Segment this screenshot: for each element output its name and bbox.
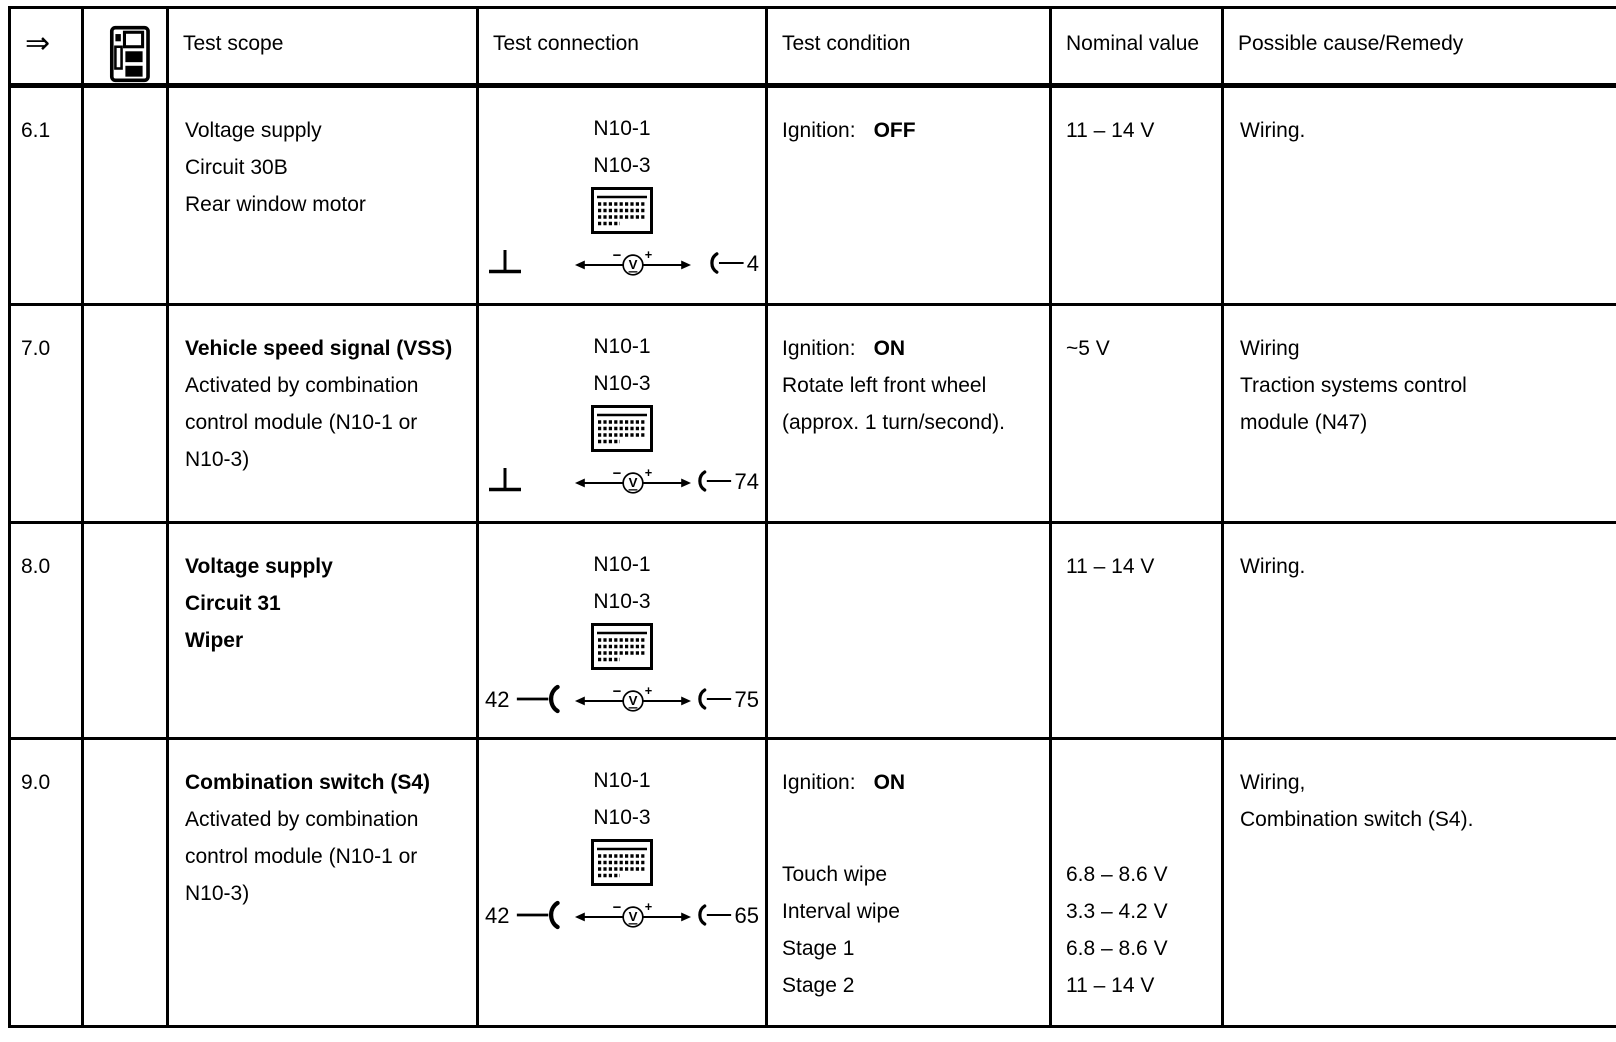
socket-pin-number: 65 — [734, 902, 759, 928]
pin-connector-icon — [591, 405, 653, 452]
socket-pin-number: 75 — [734, 686, 759, 712]
svg-text:+: + — [644, 247, 653, 263]
svg-text:V: V — [628, 692, 638, 708]
test-connection-cell — [479, 740, 768, 1025]
test-connection-cell — [479, 306, 768, 524]
voltmeter-icon — [574, 892, 692, 938]
step-number: 6.1 — [11, 88, 84, 306]
header-test-condition: Test condition — [768, 9, 1052, 88]
terminal-number: 42 — [485, 902, 510, 928]
svg-text:+: + — [644, 465, 653, 481]
socket-contact-icon — [515, 683, 565, 715]
header-possible-cause: Possible cause/Remedy — [1224, 9, 1616, 88]
svg-text:−: − — [612, 684, 622, 701]
tester-cell-empty — [84, 306, 169, 524]
step-number: 7.0 — [11, 306, 84, 524]
test-connection-cell — [479, 524, 768, 740]
socket-contact-icon — [695, 897, 759, 934]
tester-cell-empty — [84, 524, 169, 740]
handheld-tester-icon — [105, 25, 153, 83]
svg-text:−: − — [612, 900, 622, 917]
header-step-column — [11, 9, 84, 88]
ground-icon — [485, 247, 571, 279]
voltmeter-icon — [574, 676, 692, 722]
socket-pin-number: 4 — [746, 250, 759, 276]
voltmeter-icon — [574, 458, 692, 504]
step-number: 8.0 — [11, 524, 84, 740]
header-test-connection: Test connection — [479, 9, 768, 88]
socket-contact-icon — [695, 681, 759, 718]
svg-text:V: V — [628, 256, 638, 272]
terminal-42-socket — [485, 897, 571, 934]
test-scope-cell: Combination switch (S4) Activated by combination control module (N10-1 or N10-3) — [169, 740, 479, 1025]
socket-contact-icon — [695, 245, 759, 282]
pin-connector-icon — [591, 839, 653, 886]
remedy-cell: Wiring. — [1224, 88, 1616, 306]
remedy-cell: Wiring Traction systems control module (N47) — [1224, 306, 1616, 524]
header-tester-column — [84, 9, 169, 88]
svg-text:−: − — [612, 466, 622, 483]
test-condition-cell — [768, 524, 1052, 740]
control-module-label: N10-3 — [593, 154, 651, 177]
control-module-label: N10-1 — [593, 553, 651, 576]
test-scope-cell: Vehicle speed signal (VSS) Activated by combination control module (N10-1 or N10-3) — [169, 306, 479, 524]
test-condition-cell: Ignition: ON Touch wipe Interval wipe Stage 1 Stage 2 — [768, 740, 1052, 1025]
socket-contact-icon — [515, 899, 565, 931]
control-module-label: N10-3 — [593, 372, 651, 395]
pin-connector-icon — [591, 187, 653, 234]
diagnostic-test-table — [8, 6, 1616, 1028]
terminal-42-socket — [485, 681, 571, 718]
pin-connector-icon — [591, 623, 653, 670]
svg-text:−: − — [612, 248, 622, 265]
terminal-number: 42 — [485, 686, 510, 712]
control-module-label: N10-1 — [593, 769, 651, 792]
remedy-cell: Wiring, Combination switch (S4). — [1240, 771, 1474, 831]
double-arrow-icon: ⇒ — [25, 27, 51, 60]
control-module-label: N10-3 — [593, 806, 651, 829]
control-module-label: N10-1 — [593, 117, 651, 140]
ground-icon — [485, 465, 571, 497]
nominal-value-cell: ~5 V — [1052, 306, 1224, 524]
control-module-label: N10-1 — [593, 335, 651, 358]
tester-cell-empty — [84, 88, 169, 306]
nominal-value-cell: 11 – 14 V — [1052, 524, 1224, 740]
control-module-label: N10-3 — [593, 590, 651, 613]
tester-cell-empty — [84, 740, 169, 1025]
header-test-scope: Test scope — [169, 9, 479, 88]
test-condition-cell: Ignition: OFF — [768, 88, 1052, 306]
svg-text:+: + — [644, 683, 653, 699]
step-number: 9.0 — [11, 740, 84, 1025]
svg-text:V: V — [628, 474, 638, 490]
test-condition-cell: Ignition: ON Rotate left front wheel (approx. 1 turn/second). — [768, 306, 1052, 524]
remedy-cell: Wiring. — [1224, 524, 1616, 740]
voltmeter-icon — [574, 240, 692, 286]
socket-contact-icon — [695, 463, 759, 500]
nominal-value-cell: 6.8 – 8.6 V 3.3 – 4.2 V 6.8 – 8.6 V 11 – 14 V — [1052, 740, 1224, 1025]
test-scope-cell: Voltage supply Circuit 31 Wiper — [169, 524, 479, 740]
test-scope-cell: Voltage supply Circuit 30B Rear window motor — [169, 88, 479, 306]
svg-text:V: V — [628, 908, 638, 924]
header-nominal-value: Nominal value — [1052, 9, 1224, 88]
test-connection-cell — [479, 88, 768, 306]
svg-text:+: + — [644, 899, 653, 915]
nominal-value-cell: 11 – 14 V — [1052, 88, 1224, 306]
socket-pin-number: 74 — [734, 468, 759, 494]
